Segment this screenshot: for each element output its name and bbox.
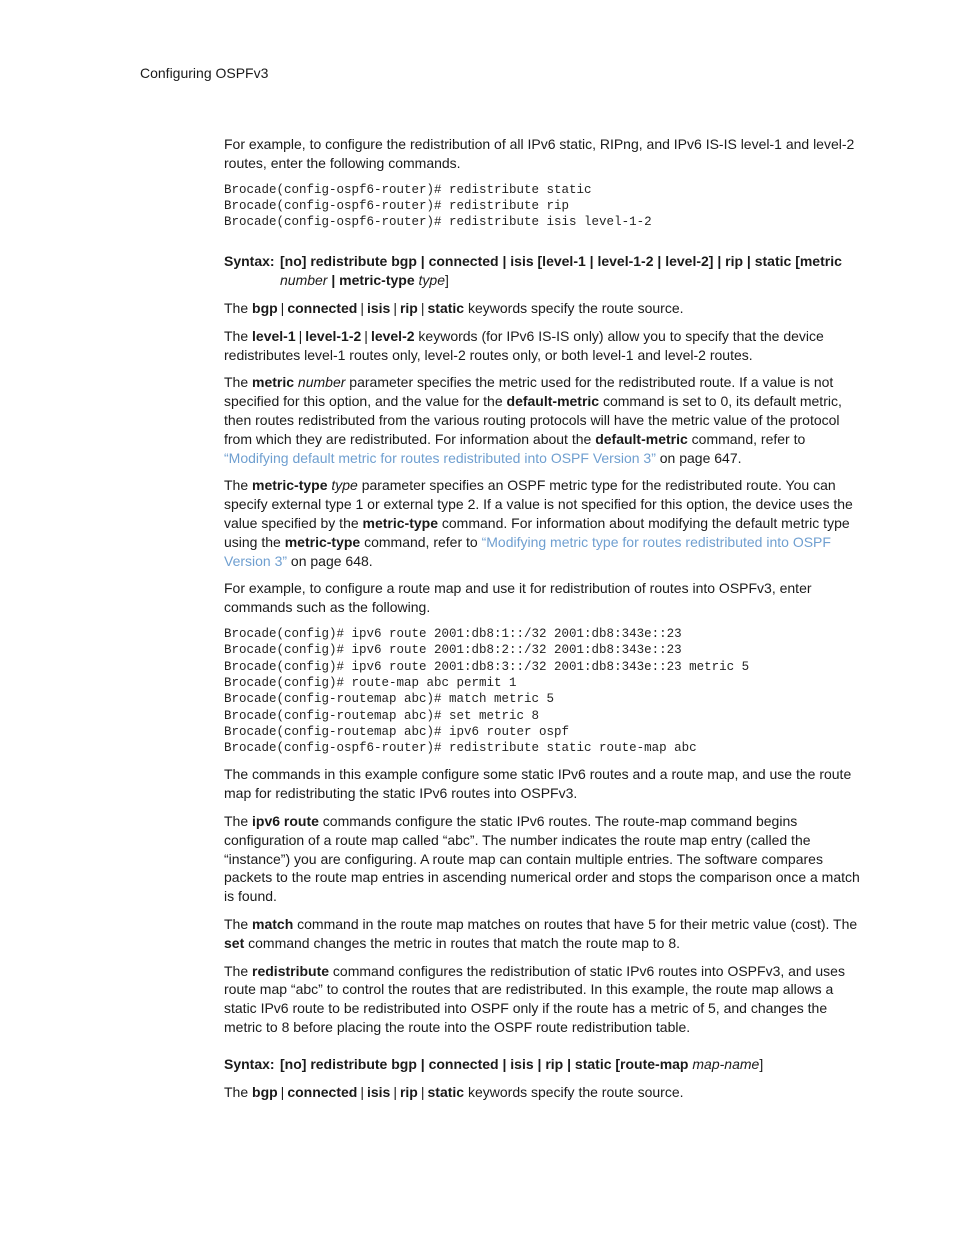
syntax-block-1 — [224, 252, 869, 290]
syntax-text — [224, 252, 869, 290]
text-span: rip — [399, 300, 418, 317]
syntax-label: Syntax: — [224, 1055, 275, 1072]
text-span: static — [427, 300, 465, 317]
redistribute-paragraph — [224, 962, 869, 1037]
text-span: | — [364, 327, 368, 344]
text-span: The — [224, 915, 253, 932]
syntax-part: | metric-type — [327, 272, 419, 289]
text-span: metric-type — [284, 533, 361, 550]
keywords-paragraph — [224, 299, 869, 318]
text-span: connected — [287, 1083, 358, 1100]
code-block-redistribute: Brocade(config-ospf6-router)# redistribute static Brocade(config-ospf6-router)# redistribute rip Brocade(config-ospf6-router)# redistribute isis level-1-2 — [224, 182, 652, 230]
text-span: isis — [366, 1083, 391, 1100]
text-span: | — [420, 300, 425, 317]
link-metric-type[interactable]: “Modifying metric type for routes redistributed into OSPF Version 3” — [224, 533, 831, 569]
text-span: bgp — [252, 300, 278, 317]
text-span: static — [427, 1083, 465, 1100]
syntax-part: ] — [759, 1055, 764, 1072]
text-span: | — [280, 300, 285, 317]
text-span: | — [360, 300, 364, 317]
text-span: keywords (for IPv6 IS-IS only) allow you to specify that the device redistributes level-1 routes only, level-2 routes only, or both level-1 and level-2 routes. — [224, 327, 824, 363]
text-span: The — [224, 374, 253, 391]
text-span: | — [393, 300, 397, 317]
text-span: commands configure the static IPv6 routes. The route-map command begins configuration of a route map called “abc”. The number indicates the route map entry (called the “instance”) you are configuring. A route map can contain multiple entries. The software compares packets to the route map entries in ascending numerical order and stops the comparison once a match is found. — [224, 813, 860, 905]
text-span: metric — [252, 374, 295, 391]
text-span: | — [420, 1083, 425, 1100]
document-body — [224, 135, 869, 1110]
metric-paragraph — [224, 373, 869, 467]
text-span: command, refer to — [687, 430, 806, 447]
text-span: The — [224, 477, 253, 494]
level-paragraph — [224, 327, 869, 365]
syntax-part: ] — [445, 272, 449, 289]
text-span: default-metric — [506, 393, 600, 410]
text-span: | — [298, 327, 303, 344]
syntax-part: [no] redistribute bgp | connected | isis [level-1 | level-1-2 | level-2] | rip | static [metric — [280, 253, 842, 270]
commands-paragraph: The commands in this example configure some static IPv6 routes and a route map, and use the route map for redistributing the static IPv6 routes into OSPFv3. — [224, 766, 852, 802]
text-span: number — [294, 374, 346, 391]
text-span: command, refer to — [360, 533, 482, 550]
text-span: bgp — [252, 1083, 278, 1100]
text-span: The — [224, 813, 253, 829]
text-span: parameter specifies the metric used for the redistributed route. If a value is not specified for this option, and the value for the — [224, 374, 834, 410]
text-span: command is set to 0, its default metric, then routes redistributed from the various routing protocols will have the metric value of the protocol from which they are redistributed. For information about the — [224, 393, 842, 447]
text-span: level-2 — [370, 327, 415, 344]
text-span: The — [224, 1083, 253, 1100]
keywords-paragraph-2 — [224, 1083, 869, 1102]
match-paragraph — [224, 915, 869, 953]
text-span: isis — [366, 300, 391, 317]
syntax-param: number — [280, 272, 328, 289]
text-span: metric-type — [362, 515, 438, 532]
metric-type-paragraph — [224, 476, 869, 570]
syntax-param: map-name — [692, 1055, 760, 1072]
ipv6-route-paragraph — [224, 812, 869, 906]
syntax-label: Syntax: — [224, 253, 275, 270]
text-span: level-1 — [252, 327, 296, 344]
running-header: Configuring OSPFv3 — [140, 65, 269, 81]
text-span: keywords specify the route source. — [464, 1083, 684, 1100]
text-span: keywords specify the route source. — [464, 300, 684, 317]
text-span: on page 647. — [655, 449, 742, 466]
text-span: match — [252, 915, 294, 932]
text-span: set — [224, 934, 245, 951]
text-span: ipv6 route — [252, 813, 319, 829]
text-span: command in the route map matches on routes that have 5 for their metric value (cost). The — [293, 915, 858, 932]
text-span: parameter specifies an OSPF metric type for the redistributed route. You can specify external type 1 or external type 2. If a value is not specified for this option, the device uses the value specified by the — [224, 477, 853, 532]
code-block-route-map: Brocade(config)# ipv6 route 2001:db8:1::/32 2001:db8:343e::23 Brocade(config)# ipv6 route 2001:db8:2::/32 2001:db8:343e::23 Brocade(config)# ipv6 route 2001:db8:3::/32 2001:db8:343e::23 metric 5 Brocade(config)# route-map abc permit 1 Brocade(config-routemap abc)# match metric 5 Brocade(config-routemap abc)# set metric 8 Brocade(config-routemap abc)# ipv6 router ospf Brocade(config-ospf6-router)# redistribute static route-map abc — [224, 627, 750, 756]
text-span: connected — [287, 300, 358, 317]
text-span: level-1-2 — [305, 327, 362, 344]
text-span: The — [224, 327, 253, 344]
text-span: on page 648. — [287, 552, 373, 569]
text-span: rip — [399, 1083, 418, 1100]
syntax-part: [no] redistribute bgp | connected | isis | rip | static [route-map — [280, 1055, 693, 1072]
link-default-metric[interactable]: “Modifying default metric for routes redistributed into OSPF Version 3” — [224, 449, 656, 466]
text-span: The — [224, 962, 253, 979]
text-span: | — [393, 1083, 397, 1100]
syntax-block-2 — [224, 1055, 869, 1074]
text-span: command changes the metric in routes that match the route map to 8. — [244, 934, 681, 951]
intro-paragraph: For example, to configure the redistribution of all IPv6 static, RIPng, and IPv6 IS-IS level-1 and level-2 routes, enter the following commands. — [224, 136, 855, 171]
text-span: | — [360, 1083, 364, 1100]
text-span: default-metric — [595, 430, 688, 447]
text-span: type — [327, 477, 358, 494]
text-span: command. For information about modifying the default metric type using the — [224, 515, 850, 550]
text-span: redistribute — [252, 962, 330, 979]
text-span: The — [224, 300, 253, 317]
text-span: | — [280, 1083, 285, 1100]
syntax-param: type — [418, 272, 445, 289]
syntax-text — [224, 1055, 869, 1074]
text-span: metric-type — [252, 477, 328, 494]
example2-paragraph: For example, to configure a route map and use it for redistribution of routes into OSPFv3, enter commands such as the following. — [224, 580, 812, 616]
text-span: command configures the redistribution of static IPv6 routes into OSPFv3, and uses route map “abc” to control the routes that are redistributed. In this example, the route map allows a static IPv6 route to be redistributed into OSPF only if the route has a metric of 5, and changes the metric to 8 before placing the route into the OSPF route redistribution table. — [224, 962, 845, 1035]
